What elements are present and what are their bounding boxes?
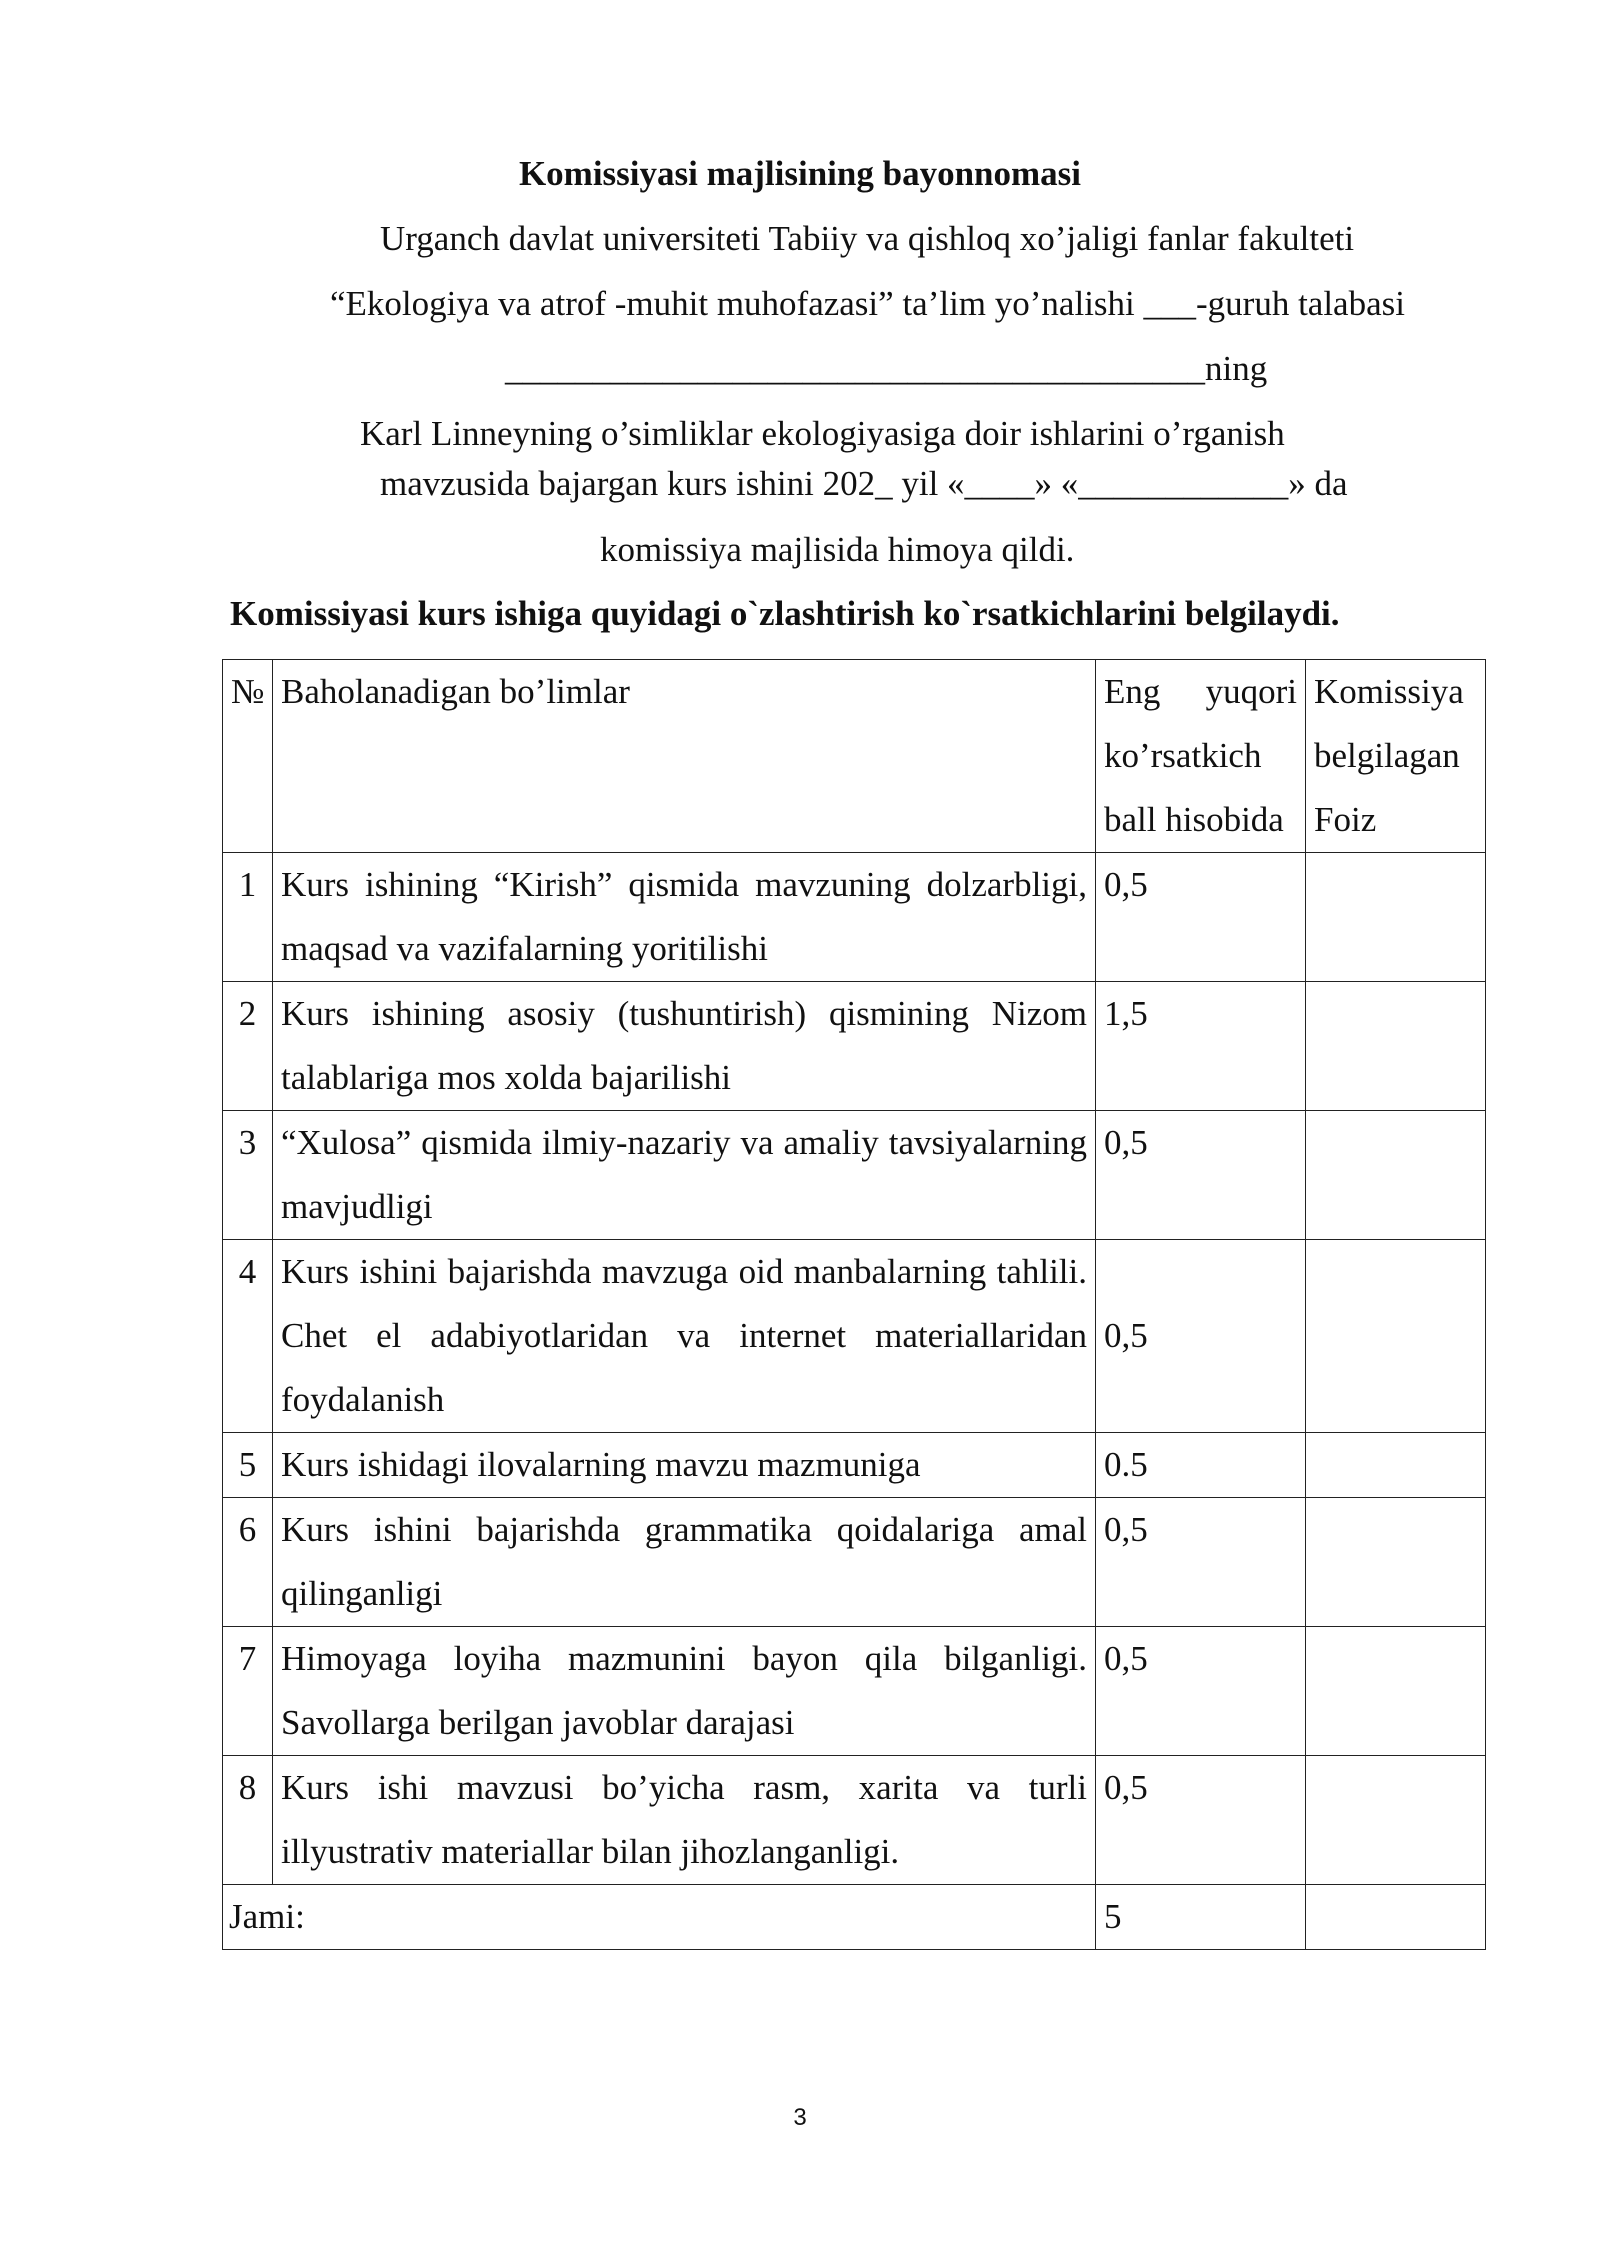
- row-num: 4: [223, 1240, 273, 1433]
- row-text: Kurs ishini bajarishda grammatika qoidalariga amal qilinganligi: [273, 1498, 1096, 1627]
- header-num: №: [223, 660, 273, 853]
- row-num: 1: [223, 853, 273, 982]
- grading-table: [222, 659, 1486, 1950]
- total-score: 5: [1096, 1885, 1306, 1950]
- table-row: [223, 1498, 1486, 1627]
- row-text: Himoyaga loyiha mazmunini bayon qila bilganligi. Savollarga berilgan javoblar darajasi: [273, 1627, 1096, 1756]
- row-score: 0,5: [1096, 1240, 1306, 1433]
- table-row: [223, 1240, 1486, 1433]
- header-commission: Komissiya belgilagan Foiz: [1306, 660, 1486, 853]
- row-text: Kurs ishining asosiy (tushuntirish) qismining Nizom talablariga mos xolda bajarilishi: [273, 982, 1096, 1111]
- row-score: 0,5: [1096, 1498, 1306, 1627]
- row-score: 0,5: [1096, 1111, 1306, 1240]
- intro-line-student: ________________________________________ning: [505, 349, 1268, 388]
- row-num: 8: [223, 1756, 273, 1885]
- page-number: 3: [793, 2104, 807, 2131]
- table-row: [223, 1756, 1486, 1885]
- header-section: Baholanadigan bo’limlar: [273, 660, 1096, 853]
- row-commission-cell[interactable]: [1306, 1433, 1486, 1498]
- row-text: Kurs ishi mavzusi bo’yicha rasm, xarita va turli illyustrativ materiallar bilan jihozlanganligi.: [273, 1756, 1096, 1885]
- row-commission-cell[interactable]: [1306, 1240, 1486, 1433]
- row-text: Kurs ishini bajarishda mavzuga oid manbalarning tahlili. Chet el adabiyotlaridan va internet materiallaridan foydalanish: [273, 1240, 1096, 1433]
- row-text: Kurs ishidagi ilovalarning mavzu mazmuniga: [273, 1433, 1096, 1498]
- row-commission-cell[interactable]: [1306, 1756, 1486, 1885]
- row-num: 6: [223, 1498, 273, 1627]
- intro-line-faculty: Urganch davlat universiteti Tabiiy va qishloq xo’jaligi fanlar fakulteti: [380, 219, 1355, 258]
- table-row: [223, 982, 1486, 1111]
- intro-line-defense: komissiya majlisida himoya qildi.: [600, 530, 1075, 569]
- table-row: [223, 853, 1486, 982]
- table-heading: Komissiyasi kurs ishiga quyidagi o`zlashtirish ko`rsatkichlarini belgilaydi.: [230, 594, 1340, 633]
- intro-line-date: mavzusida bajargan kurs ishini 202_ yil «____» «____________» da: [380, 464, 1348, 503]
- total-label: Jami:: [223, 1885, 1096, 1950]
- table-row: [223, 1433, 1486, 1498]
- row-commission-cell[interactable]: [1306, 1627, 1486, 1756]
- row-commission-cell[interactable]: [1306, 1111, 1486, 1240]
- row-commission-cell[interactable]: [1306, 982, 1486, 1111]
- row-score: 0,5: [1096, 1756, 1306, 1885]
- row-num: 7: [223, 1627, 273, 1756]
- row-text: Kurs ishining “Kirish” qismida mavzuning dolzarbligi, maqsad va vazifalarning yoritilishi: [273, 853, 1096, 982]
- row-commission-cell[interactable]: [1306, 1498, 1486, 1627]
- row-num: 5: [223, 1433, 273, 1498]
- table-row: [223, 1111, 1486, 1240]
- row-num: 3: [223, 1111, 273, 1240]
- row-score: 1,5: [1096, 982, 1306, 1111]
- table-header-row: [223, 660, 1486, 853]
- total-commission-cell[interactable]: [1306, 1885, 1486, 1950]
- row-score: 0,5: [1096, 853, 1306, 982]
- header-max-score: Eng yuqori ko’rsatkich ball hisobida: [1096, 660, 1306, 853]
- table-total-row: [223, 1885, 1486, 1950]
- intro-line-topic: Karl Linneyning o’simliklar ekologiyasiga doir ishlarini o’rganish: [360, 414, 1285, 453]
- row-num: 2: [223, 982, 273, 1111]
- document-title: Komissiyasi majlisining bayonnomasi: [518, 154, 1082, 193]
- table-row: [223, 1627, 1486, 1756]
- row-commission-cell[interactable]: [1306, 853, 1486, 982]
- row-score: 0,5: [1096, 1627, 1306, 1756]
- intro-line-direction: “Ekologiya va atrof -muhit muhofazasi” ta’lim yo’nalishi ___-guruh talabasi: [330, 284, 1405, 323]
- row-text: “Xulosa” qismida ilmiy-nazariy va amaliy tavsiyalarning mavjudligi: [273, 1111, 1096, 1240]
- row-score: 0.5: [1096, 1433, 1306, 1498]
